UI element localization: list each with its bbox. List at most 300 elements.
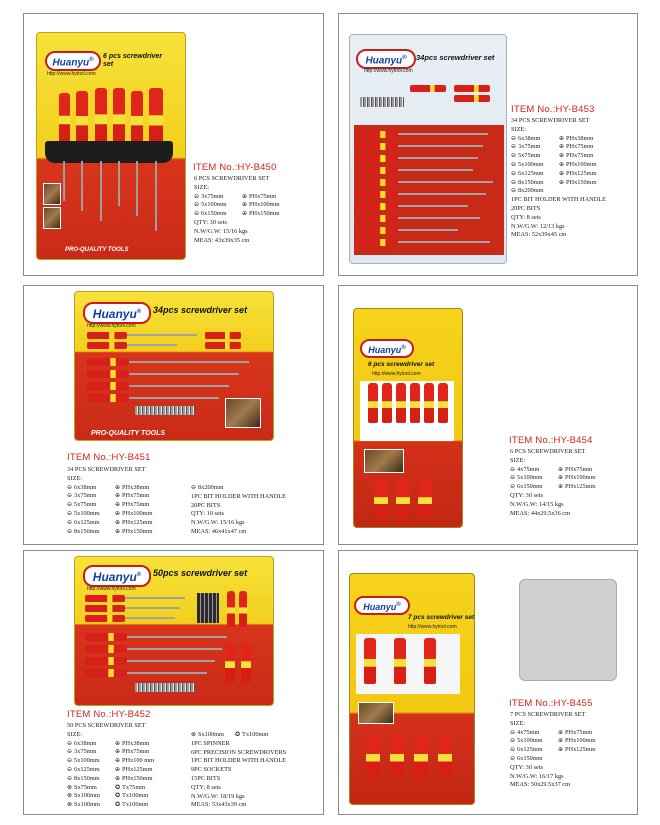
screwdriver [85,615,125,622]
size-value: 4x75mm [517,465,540,473]
shaft [398,217,480,219]
size-value: PHx75mm [565,728,593,736]
size-cell [558,474,618,483]
package-url: http://www.hytool.com [364,68,413,74]
size-cell [510,729,558,738]
screwdriver [87,342,127,349]
screwdriver [396,479,410,519]
usage-photo [43,183,61,205]
brand-logo: Huanyu® [83,302,151,324]
size-value: 6x38mm [74,483,97,491]
size-value: 5x100mm [74,509,100,517]
size-cell [115,740,175,749]
slotted-tip-icon: ⊖ [510,465,516,473]
slotted-tip-icon: ⊖ [194,210,200,218]
size-value: 6x125mm [517,746,543,754]
size-cell [115,784,175,793]
screwdriver [358,227,398,234]
size-cell [67,766,115,775]
screwdriver [358,131,398,138]
size-value: 3x75mm [74,492,97,500]
size-value: PHx150mm [566,178,597,186]
package-title: 50pcs screwdriver set [153,568,248,578]
usage-photo [358,702,394,724]
slotted-tip-icon: ⊖ [67,527,73,535]
package-title: 7 pcs screwdriver set [408,614,475,621]
size-cell [67,492,115,501]
slotted-tip-icon: ⊖ [511,160,517,168]
screwdriver [454,95,490,102]
size-row [67,775,175,784]
size-cell [115,510,175,519]
size-value: 8x200mm [198,484,224,491]
size-row [510,729,618,738]
phillips-tip-icon: ⊕ [559,160,565,168]
net-gross-weight: N.W/G.W: 15/16 kgs [191,519,245,527]
brand-logo: Huanyu® [83,565,151,587]
size-value: PHx38mm [122,739,150,747]
slotted-tip-icon: ⊖ [191,484,197,491]
phillips-tip-icon: ⊕ [115,483,121,491]
screwdriver [59,93,70,143]
shaft [129,361,249,363]
size-value: PHx100mm [565,737,596,745]
size-cell [115,519,175,528]
phillips-tip-icon: ⊕ [242,201,248,209]
quantity: QTY: 30 sets [510,763,544,771]
size-cell [242,201,302,210]
size-row [510,466,618,475]
size-label: SIZE: [510,456,526,464]
star-tip-icon: ✪ [235,731,241,738]
size-row [67,528,175,537]
shaft [398,133,488,135]
screwdriver [85,605,125,612]
size-value: PHx75mm [249,192,277,200]
size-value: PHx100mm [122,509,153,517]
size-row [511,143,619,152]
screwdriver [95,88,107,146]
extra-item: 1PC BIT HOLDER WITH HANDLE [191,757,286,765]
size-value: 5x75mm [74,501,97,509]
phillips-tip-icon: ⊕ [558,483,564,491]
shaft [398,241,490,243]
size-cell [67,510,115,519]
size-cell [67,748,115,757]
extra-item: 6PC PRECISION SCREWDRIVERS [191,748,287,756]
size-value: PHx75mm [565,465,593,473]
size-cell [558,466,618,475]
product-card-hy-b454 [338,285,638,545]
net-gross-weight: N.W/G.W: 18/19 kgs [191,792,245,800]
item-number: ITEM No.:HY-B452 [67,709,151,720]
size-cell [67,501,115,510]
screwdriver [368,383,378,423]
size-cell [510,746,558,755]
size-label: SIZE: [510,719,526,727]
size-cell [191,484,251,493]
spec-block [67,722,175,810]
net-gross-weight: N.W/G.W: 16/17 kgs [510,772,564,780]
slotted-tip-icon: ⊖ [67,739,73,747]
item-number: ITEM No.:HY-B454 [509,435,593,446]
slotted-tip-icon: ⊖ [511,187,517,195]
quality-tagline: PRO-QUALITY TOOLS [91,430,166,437]
size-cell [242,193,302,202]
size-cell [558,729,618,738]
phillips-tip-icon: ⊕ [558,728,564,736]
size-cell [194,193,242,202]
size-cell [511,152,559,161]
size-cell [559,152,619,161]
size-cell [511,161,559,170]
phillips-tip-icon: ⊕ [115,501,121,509]
size-cell [511,143,559,152]
size-value: PHx125mm [565,746,596,754]
shaft [155,161,157,231]
package-title: 34pcs screwdriver set [416,53,495,62]
size-row [194,193,302,202]
screwdriver [396,383,406,423]
shaft [127,672,207,674]
size-value: PHx100 mm [122,757,155,765]
screwdriver [382,383,392,423]
screwdriver [227,591,235,627]
size-value: PHx75mm [122,492,150,500]
size-cell [115,528,175,537]
extras-list [511,196,619,214]
package-image [36,32,186,260]
size-row [67,492,175,501]
screwdriver [239,591,247,627]
screwdriver [131,91,143,146]
screwdriver [149,88,163,148]
size-row [67,792,175,801]
size-value: 8x150mm [74,774,100,782]
carton-measurement: MEAS: 50x29.5x37 cm [510,781,570,789]
spec-block [194,175,302,245]
slotted-tip-icon: ⊖ [194,201,200,209]
size-list [510,466,618,492]
quantity: QTY: 8 sets [511,213,541,221]
item-number: ITEM No.:HY-B450 [193,162,277,173]
size-cell [115,801,175,810]
size-cell [67,775,115,784]
size-list [194,193,302,219]
screwdriver [358,215,398,222]
size-value: 5x75mm [518,152,541,160]
size-row [191,484,286,493]
size-value: Sx100mm [74,792,100,800]
size-row [194,210,302,219]
size-value: PHx75mm [122,748,150,756]
shaft [398,205,468,207]
phillips-tip-icon: ⊕ [559,178,565,186]
size-cell [558,737,618,746]
package-image [349,34,507,264]
size-row [67,519,175,528]
phillips-tip-icon: ⊕ [115,527,121,535]
set-description: 6 PCS SCREWDRIVER SET [194,175,270,182]
slotted-tip-icon: ⊖ [510,474,516,482]
carton-measurement: MEAS: 52x39x45 cm [511,231,567,239]
shaft [129,385,229,387]
shaft [125,607,180,609]
size-row [511,161,619,170]
screwdriver [358,143,398,150]
size-label: SIZE: [511,125,527,133]
size-label: SIZE: [67,474,83,482]
set-description: 6 PCS SCREWDRIVER SET [510,448,586,455]
size-row [511,135,619,144]
size-value: PHx100mm [566,160,597,168]
slotted-tip-icon: ⊖ [511,169,517,177]
shaft [125,597,185,599]
size-cell [558,755,618,764]
size-row [67,501,175,510]
carton-measurement: MEAS: 46x41x47 cm [191,527,247,535]
size-value: PHx100mm [565,474,596,482]
shaft [398,229,458,231]
size-value: 6x125mm [518,169,544,177]
package-image [74,556,274,706]
slotted-tip-icon: ⊗ [67,792,73,800]
slotted-tip-icon: ⊖ [67,509,73,517]
size-value: PHx75mm [566,143,594,151]
size-value: 5x100mm [201,201,227,209]
size-value: PHx75mm [122,501,150,509]
slotted-tip-icon: ⊖ [67,492,73,500]
package-url: http://www.hytool.com [408,624,457,630]
shaft [81,161,83,211]
shaft [398,157,478,159]
size-value: Tx75mm [122,783,146,791]
shaft [398,145,483,147]
size-cell [67,740,115,749]
screwdriver [85,657,127,665]
size-value: 6x125mm [74,765,100,773]
shaft [118,161,120,206]
size-row [67,740,175,749]
size-list [511,135,619,197]
phillips-tip-icon: ⊕ [558,474,564,482]
extra-item: 1PC SPINNER [191,739,230,747]
phillips-tip-icon: ⊕ [242,192,248,200]
size-value: 8x200mm [518,187,544,195]
brand-logo: Huanyu® [45,51,101,71]
star-tip-icon: ✪ [115,783,121,791]
size-value: 6x38mm [518,134,541,142]
shaft [127,344,177,346]
screwdriver [438,734,452,778]
size-value: 5x100mm [74,757,100,765]
spec-block-right [191,484,286,537]
slotted-tip-icon: ⊖ [510,754,516,762]
size-row [67,748,175,757]
slotted-tip-icon: ⊗ [191,731,197,738]
slotted-tip-icon: ⊖ [67,483,73,491]
slotted-tip-icon: ⊖ [510,737,516,745]
screwdriver [85,633,127,641]
size-label: SIZE: [67,730,83,738]
screwdriver [113,88,125,146]
size-row [67,484,175,493]
size-value: Tx100mm [122,801,149,809]
socket-set [197,593,219,623]
screwdriver [374,479,388,519]
product-card-hy-b455 [338,550,638,815]
size-list [67,740,175,810]
screwdriver [358,203,398,210]
extras-list [191,740,286,784]
item-number: ITEM No.:HY-B453 [511,104,595,115]
size-cell [191,731,235,740]
quantity: QTY: 30 sets [510,491,544,499]
phillips-tip-icon: ⊕ [559,169,565,177]
size-value: 5x100mm [517,474,543,482]
size-row [67,757,175,766]
size-cell [235,731,285,740]
screwdriver [76,91,88,146]
package-url: http://www.hytool.com [372,371,421,377]
slotted-tip-icon: ⊖ [511,152,517,160]
size-row [191,731,286,740]
item-number: ITEM No.:HY-B455 [509,698,593,709]
size-cell [115,775,175,784]
size-value: Sx100mm [74,801,100,809]
size-cell [511,135,559,144]
quantity: QTY: 8 sets [191,783,221,791]
carry-case [519,579,617,681]
usage-photo [364,449,404,473]
shaft [398,169,473,171]
phillips-tip-icon: ⊕ [558,737,564,745]
size-row [67,801,175,810]
shaft [398,193,486,195]
screwdriver [87,332,127,339]
size-cell [115,492,175,501]
size-cell [115,484,175,493]
quality-tagline: PRO-QUALITY TOOLS [65,247,129,253]
phillips-tip-icon: ⊕ [559,134,565,142]
size-value: Tx100mm [122,792,149,800]
size-cell [510,483,558,492]
size-row [67,510,175,519]
shaft [127,636,227,638]
size-row [511,152,619,161]
shaft [127,648,222,650]
package-url: http://www.hytool.com [87,323,136,329]
screwdriver [87,394,129,402]
size-cell [115,757,175,766]
phillips-tip-icon: ⊕ [115,757,121,765]
usage-photo [43,207,61,229]
size-row [67,766,175,775]
slotted-tip-icon: ⊗ [67,801,73,809]
product-card-hy-b451 [23,285,324,545]
size-row [510,746,618,755]
size-cell [115,501,175,510]
slotted-tip-icon: ⊖ [194,192,200,200]
usage-photo [225,398,261,428]
extra-item: 1PC BIT HOLDER WITH HANDLE [191,492,286,500]
screwdriver [85,595,125,602]
phillips-tip-icon: ⊕ [558,746,564,754]
size-cell [115,766,175,775]
spec-block-right [191,731,286,810]
shaft [129,373,239,375]
screwdriver [225,643,235,683]
size-cell [510,474,558,483]
quantity: QTY: 30 sets [194,218,228,226]
size-value: 8x150mm [518,178,544,186]
extra-item: 9PC SOCKETS [191,766,232,774]
size-cell [67,784,115,793]
size-cell [559,187,619,196]
size-cell [559,143,619,152]
size-cell [67,519,115,528]
spec-block [67,466,175,536]
slotted-tip-icon: ⊖ [511,178,517,186]
size-cell [67,792,115,801]
phillips-tip-icon: ⊕ [242,210,248,218]
size-value: 5x100mm [517,737,543,745]
screwdriver [390,734,404,778]
size-value: PHx38mm [566,134,594,142]
size-value: 6x38mm [74,739,97,747]
screwdriver [358,239,398,246]
size-cell [67,528,115,537]
set-description: 34 PCS SCREWDRIVER SET [511,117,590,124]
size-value: PHx125mm [565,483,596,491]
slotted-tip-icon: ⊖ [67,765,73,773]
slotted-tip-icon: ⊖ [510,728,516,736]
size-value: 5x100mm [518,160,544,168]
size-value: PHx38mm [122,483,150,491]
extra-item: 1PC BIT HOLDER WITH HANDLE [511,196,606,204]
size-value: PHx150mm [249,210,280,218]
package-title: 34pcs screwdriver set [153,305,248,315]
size-value: 6x125mm [74,518,100,526]
size-cell [558,746,618,755]
screwdriver [410,383,420,423]
size-list [510,729,618,764]
phillips-tip-icon: ⊕ [115,509,121,517]
phillips-tip-icon: ⊕ [115,518,121,526]
size-value: PHx150mm [122,527,153,535]
spec-block [510,711,618,790]
screwdriver [358,155,398,162]
net-gross-weight: N.W/G.W: 15/16 kgs [194,227,248,235]
slotted-tip-icon: ⊖ [67,518,73,526]
shaft [129,397,219,399]
slotted-tip-icon: ⊖ [510,483,516,491]
brand-logo: Huanyu® [356,49,416,69]
shaft [125,617,175,619]
phillips-tip-icon: ⊕ [115,765,121,773]
extra-item: 15PC BITS [191,774,221,782]
size-cell [559,170,619,179]
slotted-tip-icon: ⊖ [67,774,73,782]
item-number: ITEM No.:HY-B451 [67,452,151,463]
size-value: 6x150mm [517,754,543,762]
slotted-tip-icon: ⊖ [511,143,517,151]
star-tip-icon: ✪ [115,801,121,809]
size-row [194,201,302,210]
phillips-tip-icon: ⊕ [559,152,565,160]
size-list-extra [191,731,286,740]
package-title: 6 pcs screwdriver set [103,53,163,68]
